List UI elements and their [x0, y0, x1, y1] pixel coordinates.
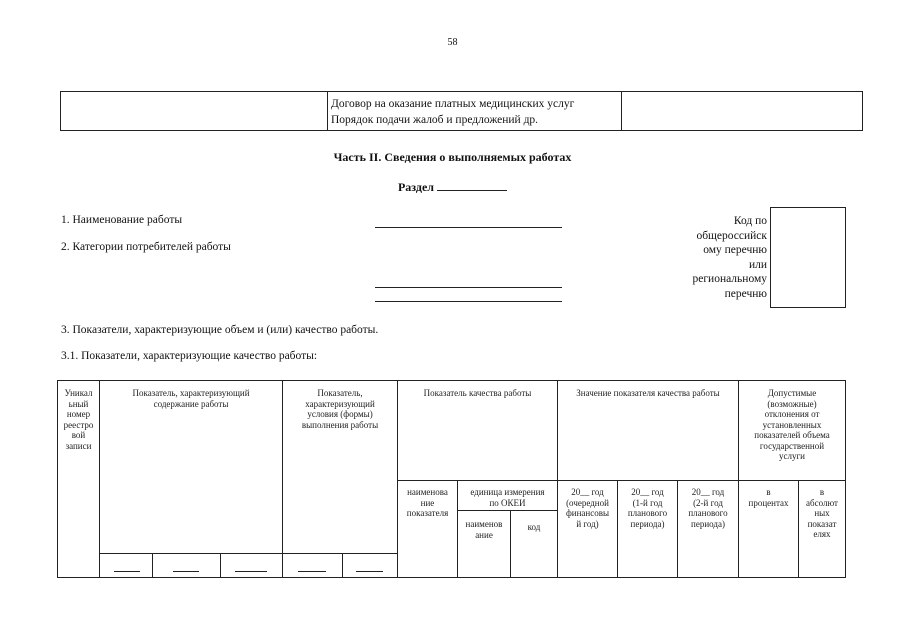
point-3-1-heading: 3.1. Показатели, характеризующие качество работы: [61, 350, 318, 362]
header-quality-value: Значение показателя качества работы [576, 388, 720, 398]
consumers-blank-line-2[interactable] [375, 301, 562, 302]
header-unit-code: код [527, 522, 541, 532]
header-year-3: 20__ год (2-й год планового периода) [688, 487, 728, 529]
code-box[interactable] [770, 207, 846, 308]
header-allowed-deviation: Допустимые (возможные) отклонения от установленных показателей объема государственной услуги [754, 388, 830, 461]
field-work-name-label: 1. Наименование работы [61, 214, 183, 226]
code-label-line: или [748, 258, 767, 271]
header-indicator-name: наименова ние показателя [406, 487, 449, 518]
top-table [60, 91, 863, 131]
top-table-cell-empty-left [61, 92, 328, 130]
table-grid [57, 380, 846, 578]
header-unit-name: наименов ание [465, 519, 503, 540]
header-unique-number: Уникал ьный номер реестро вой записи [63, 388, 94, 451]
code-label-line: общероссийск [696, 229, 767, 242]
field-consumers-label: 2. Категории потребителей работы [61, 241, 231, 253]
header-deviation-percent: в процентах [748, 487, 789, 508]
page-number: 58 [447, 37, 458, 48]
section-label: Раздел [397, 180, 435, 194]
top-table-line-1: Договор на оказание платных медицинских услуг [331, 98, 575, 110]
quality-indicators-table [57, 380, 846, 578]
header-content-indicator: Показатель, характеризующий содержание работы [132, 388, 250, 409]
code-label-line: Код по [733, 215, 767, 227]
header-okei-unit: единица измерения по ОКЕИ [470, 487, 545, 508]
header-year-2: 20__ год (1-й год планового периода) [627, 487, 668, 529]
header-conditions-indicator: Показатель, характеризующий условия (формы) выполнения работы [301, 388, 379, 430]
header-quality-indicator: Показатель качества работы [423, 388, 532, 398]
header-deviation-absolute: в абсолют ных показат елях [806, 487, 838, 539]
code-label-line: региональному [692, 273, 767, 286]
top-table-line-2: Порядок подачи жалоб и предложений др. [331, 114, 539, 126]
work-name-blank-line[interactable] [375, 227, 562, 228]
point-3-heading: 3. Показатели, характеризующие объем и (или) качество работы. [61, 324, 379, 336]
header-year-1: 20__ год (очередной финансовы й год) [565, 487, 610, 529]
section-title [0, 180, 905, 195]
code-label [640, 214, 767, 302]
consumers-blank-line-1[interactable] [375, 287, 562, 288]
top-table-cell-empty-right [623, 92, 862, 130]
code-label-line: перечню [724, 287, 767, 300]
top-table-cell-info [328, 92, 622, 130]
section-number-blank[interactable] [437, 180, 507, 191]
part-title: Часть II. Сведения о выполняемых работах [333, 150, 572, 164]
code-label-line: ому перечню [703, 244, 767, 257]
